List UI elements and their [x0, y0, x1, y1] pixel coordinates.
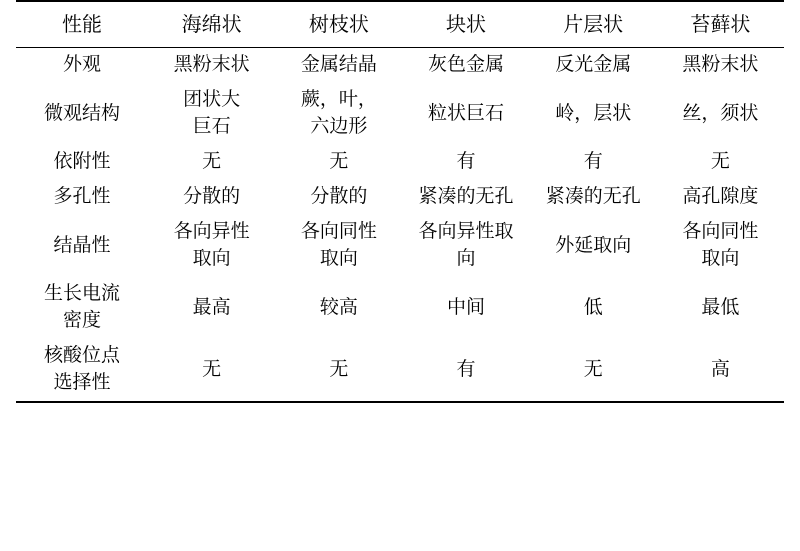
table-cell-line: 各向同性	[682, 221, 759, 243]
row-label-line: 选择性	[53, 372, 111, 394]
table-cell-line: 分散的	[183, 186, 241, 208]
row-label-line: 密度	[63, 310, 102, 332]
column-header-5: 苔藓状	[657, 1, 784, 48]
row-label-line: 外观	[63, 54, 102, 76]
table-row	[16, 48, 784, 83]
column-header-2: 树枝状	[275, 1, 402, 48]
table-cell-line: 黑粉末状	[682, 54, 759, 76]
table-header-row	[16, 1, 784, 48]
table-cell	[530, 145, 657, 180]
row-label-line: 微观结构	[44, 102, 121, 124]
table-row	[16, 145, 784, 180]
table-cell	[402, 215, 529, 277]
table-cell	[275, 83, 402, 145]
table-cell	[402, 339, 529, 402]
column-header-4: 片层状	[530, 1, 657, 48]
row-label	[16, 215, 148, 277]
table-cell	[148, 180, 275, 215]
table-cell	[530, 180, 657, 215]
table-cell	[402, 180, 529, 215]
table-cell-line: 蕨，叶，	[300, 89, 377, 111]
table-cell-line: 反光金属	[555, 54, 632, 76]
table-cell-line: 中间	[447, 296, 486, 318]
table-cell	[275, 48, 402, 83]
table-cell	[275, 215, 402, 277]
table-cell	[530, 48, 657, 83]
table-cell	[148, 339, 275, 402]
table-cell	[148, 48, 275, 83]
table-cell-line: 各向同性	[300, 221, 377, 243]
table-cell-line: 团状大	[183, 89, 241, 111]
table-cell-line: 最高	[192, 296, 231, 318]
table-cell-line: 无	[710, 151, 730, 173]
row-label-line: 生长电流	[44, 283, 121, 305]
table-cell-line: 较高	[319, 296, 358, 318]
table-row	[16, 180, 784, 215]
table-cell	[402, 145, 529, 180]
table-cell-line: 低	[583, 296, 603, 318]
table-cell	[530, 215, 657, 277]
row-label	[16, 277, 148, 339]
table-cell-line: 各向异性取	[418, 221, 514, 243]
table-cell	[530, 339, 657, 402]
table-cell	[657, 145, 784, 180]
table-cell-line: 各向异性	[173, 221, 250, 243]
table-cell-line: 外延取向	[555, 234, 632, 256]
table-row	[16, 339, 784, 402]
table-cell-line: 巨石	[192, 116, 231, 138]
table-cell	[657, 180, 784, 215]
table-cell-line: 有	[456, 151, 476, 173]
table-cell-line: 黑粉末状	[173, 54, 250, 76]
table-cell-line: 有	[583, 151, 603, 173]
table-cell-line: 向	[456, 248, 476, 270]
table-row	[16, 83, 784, 145]
table-cell-line: 无	[583, 358, 603, 380]
table-cell-line: 有	[456, 358, 476, 380]
row-label	[16, 180, 148, 215]
table-cell-line: 取向	[701, 248, 740, 270]
table-cell	[402, 83, 529, 145]
table-row	[16, 215, 784, 277]
table-cell-line: 分散的	[310, 186, 368, 208]
table-cell-line: 高孔隙度	[682, 186, 759, 208]
row-label	[16, 83, 148, 145]
row-label	[16, 339, 148, 402]
table-cell-line: 无	[202, 151, 222, 173]
table-cell	[402, 277, 529, 339]
row-label-line: 核酸位点	[44, 345, 121, 367]
table-cell	[402, 48, 529, 83]
table-cell-line: 紧凑的无孔	[545, 186, 641, 208]
row-label-line: 结晶性	[53, 234, 111, 256]
table-cell	[657, 339, 784, 402]
row-label	[16, 48, 148, 83]
column-header-3: 块状	[402, 1, 529, 48]
table-cell	[275, 145, 402, 180]
table-cell-line: 六边形	[310, 116, 368, 138]
table-row	[16, 277, 784, 339]
table-cell	[275, 339, 402, 402]
table-cell-line: 金属结晶	[300, 54, 377, 76]
table-cell-line: 高	[710, 358, 730, 380]
table-cell-line: 紧凑的无孔	[418, 186, 514, 208]
row-label-line: 多孔性	[53, 186, 111, 208]
table-cell	[530, 277, 657, 339]
table-cell	[148, 83, 275, 145]
table-cell-line: 无	[329, 358, 349, 380]
table-cell	[657, 277, 784, 339]
table-cell	[275, 180, 402, 215]
row-label	[16, 145, 148, 180]
table-cell-line: 最低	[701, 296, 740, 318]
table-header	[16, 1, 784, 48]
table-cell-line: 灰色金属	[428, 54, 505, 76]
table-cell-line: 无	[202, 358, 222, 380]
table-body	[16, 48, 784, 402]
table-cell	[148, 215, 275, 277]
properties-table	[16, 0, 784, 403]
table-cell-line: 岭，层状	[555, 102, 632, 124]
table-cell-line: 粒状巨石	[428, 102, 505, 124]
row-label-line: 依附性	[53, 151, 111, 173]
table-cell-line: 取向	[319, 248, 358, 270]
table-cell	[148, 145, 275, 180]
table-cell-line: 取向	[192, 248, 231, 270]
table-cell	[148, 277, 275, 339]
table-cell-line: 无	[329, 151, 349, 173]
column-header-0: 性能	[16, 1, 148, 48]
table-cell	[657, 215, 784, 277]
table-cell	[657, 48, 784, 83]
table-cell-line: 丝，须状	[682, 102, 759, 124]
table-cell	[657, 83, 784, 145]
table-cell	[275, 277, 402, 339]
column-header-1: 海绵状	[148, 1, 275, 48]
table-cell	[530, 83, 657, 145]
